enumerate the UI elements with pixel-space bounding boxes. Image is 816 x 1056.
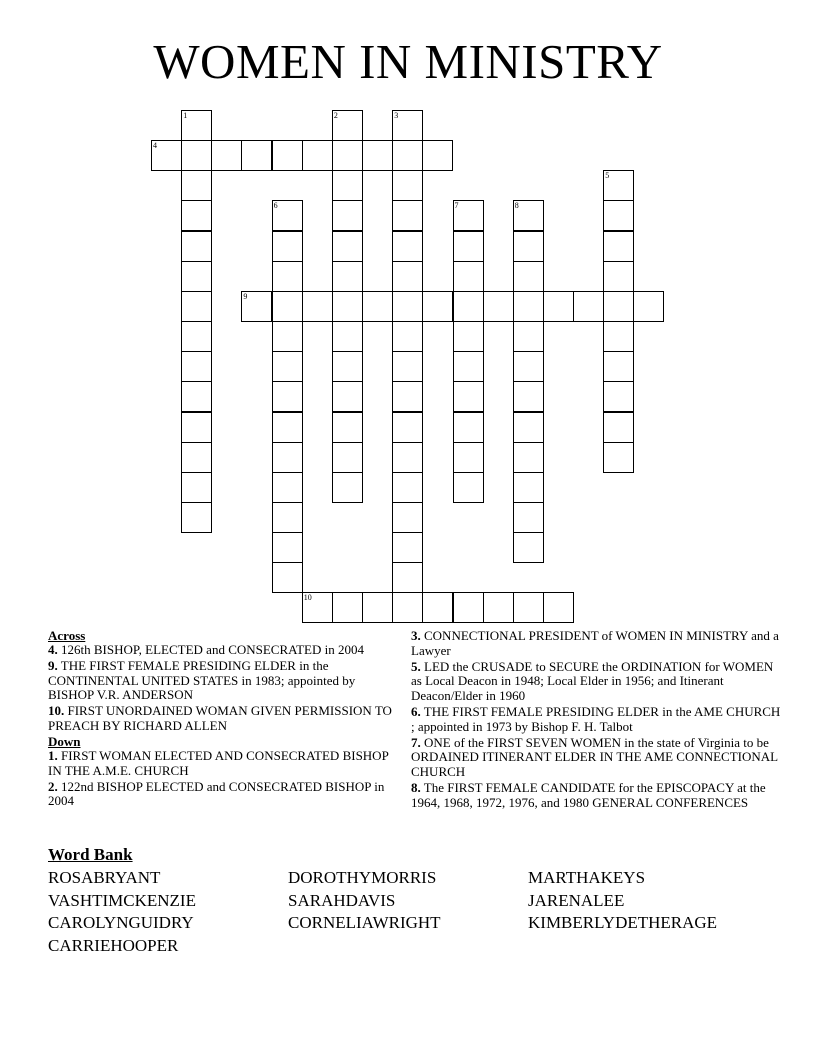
clue-text: 126th BISHOP, ELECTED and CONSECRATED in 2004 bbox=[61, 642, 364, 657]
crossword-cell[interactable] bbox=[422, 140, 453, 171]
clue-text: The FIRST FEMALE CANDIDATE for the EPISCOPACY at the 1964, 1968, 1972, 1976, and 1980 GENERAL CONFERENCES bbox=[411, 779, 766, 810]
down-clue-2 bbox=[48, 780, 400, 809]
crossword-cell[interactable] bbox=[603, 351, 634, 382]
crossword-cell[interactable] bbox=[453, 231, 484, 262]
crossword-cell[interactable] bbox=[483, 291, 514, 322]
clue-number: 7. bbox=[411, 734, 421, 750]
crossword-cell[interactable] bbox=[332, 592, 363, 623]
page-title: WOMEN IN MINISTRY bbox=[153, 34, 663, 89]
crossword-cell[interactable] bbox=[392, 502, 423, 533]
crossword-cell[interactable] bbox=[422, 592, 453, 623]
word-bank-item: VASHTIMCKENZIE bbox=[48, 891, 196, 910]
crossword-cell[interactable] bbox=[392, 110, 423, 141]
crossword-cell[interactable] bbox=[332, 321, 363, 352]
clue-number: 2. bbox=[48, 778, 58, 794]
crossword-cell[interactable] bbox=[392, 472, 423, 503]
word-bank-item: CARRIEHOOPER bbox=[48, 936, 179, 955]
clue-number-label: 8 bbox=[514, 201, 519, 211]
crossword-cell[interactable] bbox=[453, 412, 484, 443]
down-clue-6 bbox=[411, 705, 781, 734]
crossword-cell[interactable] bbox=[272, 261, 303, 292]
crossword-cell[interactable] bbox=[181, 442, 212, 473]
crossword-cell[interactable] bbox=[302, 291, 333, 322]
crossword-cell[interactable] bbox=[241, 291, 272, 322]
crossword-cell[interactable] bbox=[181, 231, 212, 262]
crossword-cell[interactable] bbox=[513, 231, 544, 262]
word-bank-item: KIMBERLYDETHERAGE bbox=[528, 913, 718, 932]
word-bank-item: SARAHDAVIS bbox=[288, 891, 396, 910]
crossword-cell[interactable] bbox=[513, 532, 544, 563]
down-clue-1 bbox=[48, 749, 400, 778]
crossword-cell[interactable] bbox=[453, 381, 484, 412]
crossword-cell[interactable] bbox=[272, 502, 303, 533]
crossword-cell[interactable] bbox=[181, 200, 212, 231]
crossword-cell[interactable] bbox=[332, 200, 363, 231]
crossword-cell[interactable] bbox=[633, 291, 664, 322]
clue-number: 6. bbox=[411, 703, 421, 719]
clue-text: CONNECTIONAL PRESIDENT of WOMEN IN MINISTRY and a Lawyer bbox=[411, 628, 779, 658]
crossword-cell[interactable] bbox=[513, 472, 544, 503]
clue-number: 4. bbox=[48, 642, 58, 657]
crossword-cell[interactable] bbox=[453, 472, 484, 503]
crossword-cell[interactable] bbox=[272, 140, 303, 171]
crossword-cell[interactable] bbox=[181, 381, 212, 412]
crossword-cell[interactable] bbox=[272, 231, 303, 262]
word-bank-item: CAROLYNGUIDRY bbox=[48, 913, 194, 932]
crossword-cell[interactable] bbox=[543, 592, 574, 623]
crossword-cell[interactable] bbox=[513, 592, 544, 623]
crossword-cell[interactable] bbox=[332, 140, 363, 171]
crossword-cell[interactable] bbox=[453, 321, 484, 352]
clue-number: 1. bbox=[48, 748, 58, 764]
crossword-cell[interactable] bbox=[181, 472, 212, 503]
clue-text: THE FIRST FEMALE PRESIDING ELDER in the CONTINENTAL UNITED STATES in 1983; appointed by BISHOP V.R. ANDERSON bbox=[48, 658, 356, 703]
clue-number-label: 4 bbox=[153, 141, 157, 151]
crossword-cell[interactable] bbox=[453, 291, 484, 322]
crossword-cell[interactable] bbox=[181, 321, 212, 352]
clues-right-column bbox=[411, 629, 781, 812]
crossword-cell[interactable] bbox=[332, 381, 363, 412]
crossword-cell[interactable] bbox=[302, 592, 333, 623]
crossword-cell[interactable] bbox=[513, 321, 544, 352]
down-clue-7 bbox=[411, 736, 781, 780]
across-clue-4 bbox=[48, 643, 400, 658]
clue-text: FIRST WOMAN ELECTED AND CONSECRATED BISHOP IN THE A.M.E. CHURCH bbox=[48, 748, 389, 778]
crossword-cell[interactable] bbox=[332, 351, 363, 382]
crossword-cell[interactable] bbox=[392, 321, 423, 352]
clue-text: ONE of the FIRST SEVEN WOMEN in the state of Virginia to be ORDAINED ITINERANT ELDER IN THE AME CONNECTIONAL CHURCH bbox=[411, 734, 778, 779]
crossword-cell[interactable] bbox=[513, 261, 544, 292]
crossword-cell[interactable] bbox=[603, 321, 634, 352]
crossword-cell[interactable] bbox=[332, 291, 363, 322]
crossword-cell[interactable] bbox=[513, 502, 544, 533]
crossword-cell[interactable] bbox=[603, 170, 634, 201]
crossword-cell[interactable] bbox=[392, 140, 423, 171]
crossword-cell[interactable] bbox=[483, 592, 514, 623]
crossword-cell[interactable] bbox=[513, 442, 544, 473]
crossword-cell[interactable] bbox=[453, 200, 484, 231]
crossword-cell[interactable] bbox=[181, 170, 212, 201]
crossword-cell[interactable] bbox=[332, 442, 363, 473]
crossword-cell[interactable] bbox=[272, 291, 303, 322]
crossword-cell[interactable] bbox=[543, 291, 574, 322]
crossword-cell[interactable] bbox=[272, 532, 303, 563]
clue-text: THE FIRST FEMALE PRESIDING ELDER in the AME CHURCH ; appointed in 1973 by Bishop F. H. Talbot bbox=[411, 703, 781, 734]
crossword-cell[interactable] bbox=[181, 291, 212, 322]
crossword-cell[interactable] bbox=[332, 170, 363, 201]
crossword-cell[interactable] bbox=[392, 351, 423, 382]
word-bank-item: ROSABRYANT bbox=[48, 868, 161, 887]
clue-number-label: 3 bbox=[394, 111, 399, 120]
crossword-cell[interactable] bbox=[453, 261, 484, 292]
crossword-cell[interactable] bbox=[392, 592, 423, 623]
clues-left-column bbox=[48, 629, 400, 810]
crossword-cell[interactable] bbox=[332, 110, 363, 141]
clue-number: 3. bbox=[411, 628, 421, 643]
crossword-cell[interactable] bbox=[603, 412, 634, 443]
word-bank-item: DOROTHYMORRIS bbox=[288, 868, 437, 887]
crossword-cell[interactable] bbox=[332, 231, 363, 262]
crossword-cell[interactable] bbox=[513, 291, 544, 322]
crossword-cell[interactable] bbox=[272, 472, 303, 503]
word-bank-item: CORNELIAWRIGHT bbox=[288, 913, 441, 932]
word-bank-item: JARENALEE bbox=[528, 891, 625, 910]
crossword-cell[interactable] bbox=[422, 291, 453, 322]
crossword-cell[interactable] bbox=[272, 442, 303, 473]
crossword-cell[interactable] bbox=[181, 140, 212, 171]
crossword-cell[interactable] bbox=[332, 412, 363, 443]
crossword-cell[interactable] bbox=[392, 562, 423, 593]
clue-number-label: 2 bbox=[333, 111, 338, 120]
across-clue-10 bbox=[48, 704, 400, 733]
clue-number-label: 6 bbox=[273, 201, 278, 211]
crossword-cell[interactable] bbox=[603, 231, 634, 262]
crossword-cell[interactable] bbox=[181, 502, 212, 533]
crossword-cell[interactable] bbox=[272, 351, 303, 382]
crossword-cell[interactable] bbox=[513, 351, 544, 382]
crossword-cell[interactable] bbox=[453, 351, 484, 382]
word-bank-item: MARTHAKEYS bbox=[528, 868, 646, 887]
down-clue-5 bbox=[411, 660, 781, 704]
crossword-cell[interactable] bbox=[453, 442, 484, 473]
clue-number-label: 10 bbox=[303, 593, 312, 603]
across-heading: Across bbox=[48, 628, 86, 643]
clue-number-label: 7 bbox=[454, 201, 459, 211]
crossword-cell[interactable] bbox=[181, 110, 212, 141]
crossword-cell[interactable] bbox=[392, 532, 423, 563]
clue-number-label: 5 bbox=[605, 171, 610, 181]
down-heading: Down bbox=[48, 734, 81, 750]
clue-number-label: 9 bbox=[243, 291, 248, 301]
word-bank-title: Word Bank bbox=[48, 845, 133, 864]
crossword-cell[interactable] bbox=[362, 592, 393, 623]
crossword-cell[interactable] bbox=[211, 140, 242, 171]
crossword-cell[interactable] bbox=[392, 170, 423, 201]
crossword-cell[interactable] bbox=[392, 261, 423, 292]
crossword-cell[interactable] bbox=[241, 140, 272, 171]
crossword-cell[interactable] bbox=[362, 291, 393, 322]
crossword-cell[interactable] bbox=[332, 472, 363, 503]
clue-number: 8. bbox=[411, 779, 421, 795]
crossword-cell[interactable] bbox=[392, 412, 423, 443]
across-clue-9 bbox=[48, 659, 400, 703]
crossword-cell[interactable] bbox=[272, 381, 303, 412]
crossword-cell[interactable] bbox=[573, 291, 604, 322]
crossword-cell[interactable] bbox=[362, 140, 393, 171]
down-clue-8 bbox=[411, 781, 781, 810]
crossword-cell[interactable] bbox=[181, 261, 212, 292]
crossword-cell[interactable] bbox=[181, 351, 212, 382]
crossword-cell[interactable] bbox=[513, 381, 544, 412]
crossword-cell[interactable] bbox=[392, 381, 423, 412]
crossword-cell[interactable] bbox=[392, 231, 423, 262]
crossword-cell[interactable] bbox=[603, 381, 634, 412]
down-clue-3 bbox=[411, 629, 781, 658]
crossword-cell[interactable] bbox=[603, 261, 634, 292]
crossword-cell[interactable] bbox=[603, 291, 634, 322]
crossword-cell[interactable] bbox=[603, 200, 634, 231]
clue-text: 122nd BISHOP ELECTED and CONSECRATED BISHOP in 2004 bbox=[48, 778, 385, 809]
crossword-cell[interactable] bbox=[392, 442, 423, 473]
crossword-cell[interactable] bbox=[272, 200, 303, 231]
crossword-cell[interactable] bbox=[513, 200, 544, 231]
crossword-cell[interactable] bbox=[151, 140, 182, 171]
crossword-cell[interactable] bbox=[181, 412, 212, 443]
crossword-cell[interactable] bbox=[453, 592, 484, 623]
crossword-cell[interactable] bbox=[302, 140, 333, 171]
crossword-cell[interactable] bbox=[272, 412, 303, 443]
crossword-cell[interactable] bbox=[603, 442, 634, 473]
crossword-cell[interactable] bbox=[513, 412, 544, 443]
clue-text: LED the CRUSADE to SECURE the ORDINATION for WOMEN as Local Deacon in 1948; Local Elder in 1956; and Itinerant Deacon/Elder in 1960 bbox=[411, 658, 774, 703]
clue-text: FIRST UNORDAINED WOMAN GIVEN PERMISSION TO PREACH BY RICHARD ALLEN bbox=[48, 703, 392, 733]
clue-number: 9. bbox=[48, 658, 58, 674]
clue-number-label: 1 bbox=[183, 111, 188, 120]
crossword-cell[interactable] bbox=[272, 562, 303, 593]
crossword-cell[interactable] bbox=[272, 321, 303, 352]
crossword-cell[interactable] bbox=[332, 261, 363, 292]
crossword-cell[interactable] bbox=[392, 200, 423, 231]
clue-number: 10. bbox=[48, 703, 65, 719]
crossword-cell[interactable] bbox=[392, 291, 423, 322]
clue-number: 5. bbox=[411, 658, 421, 674]
